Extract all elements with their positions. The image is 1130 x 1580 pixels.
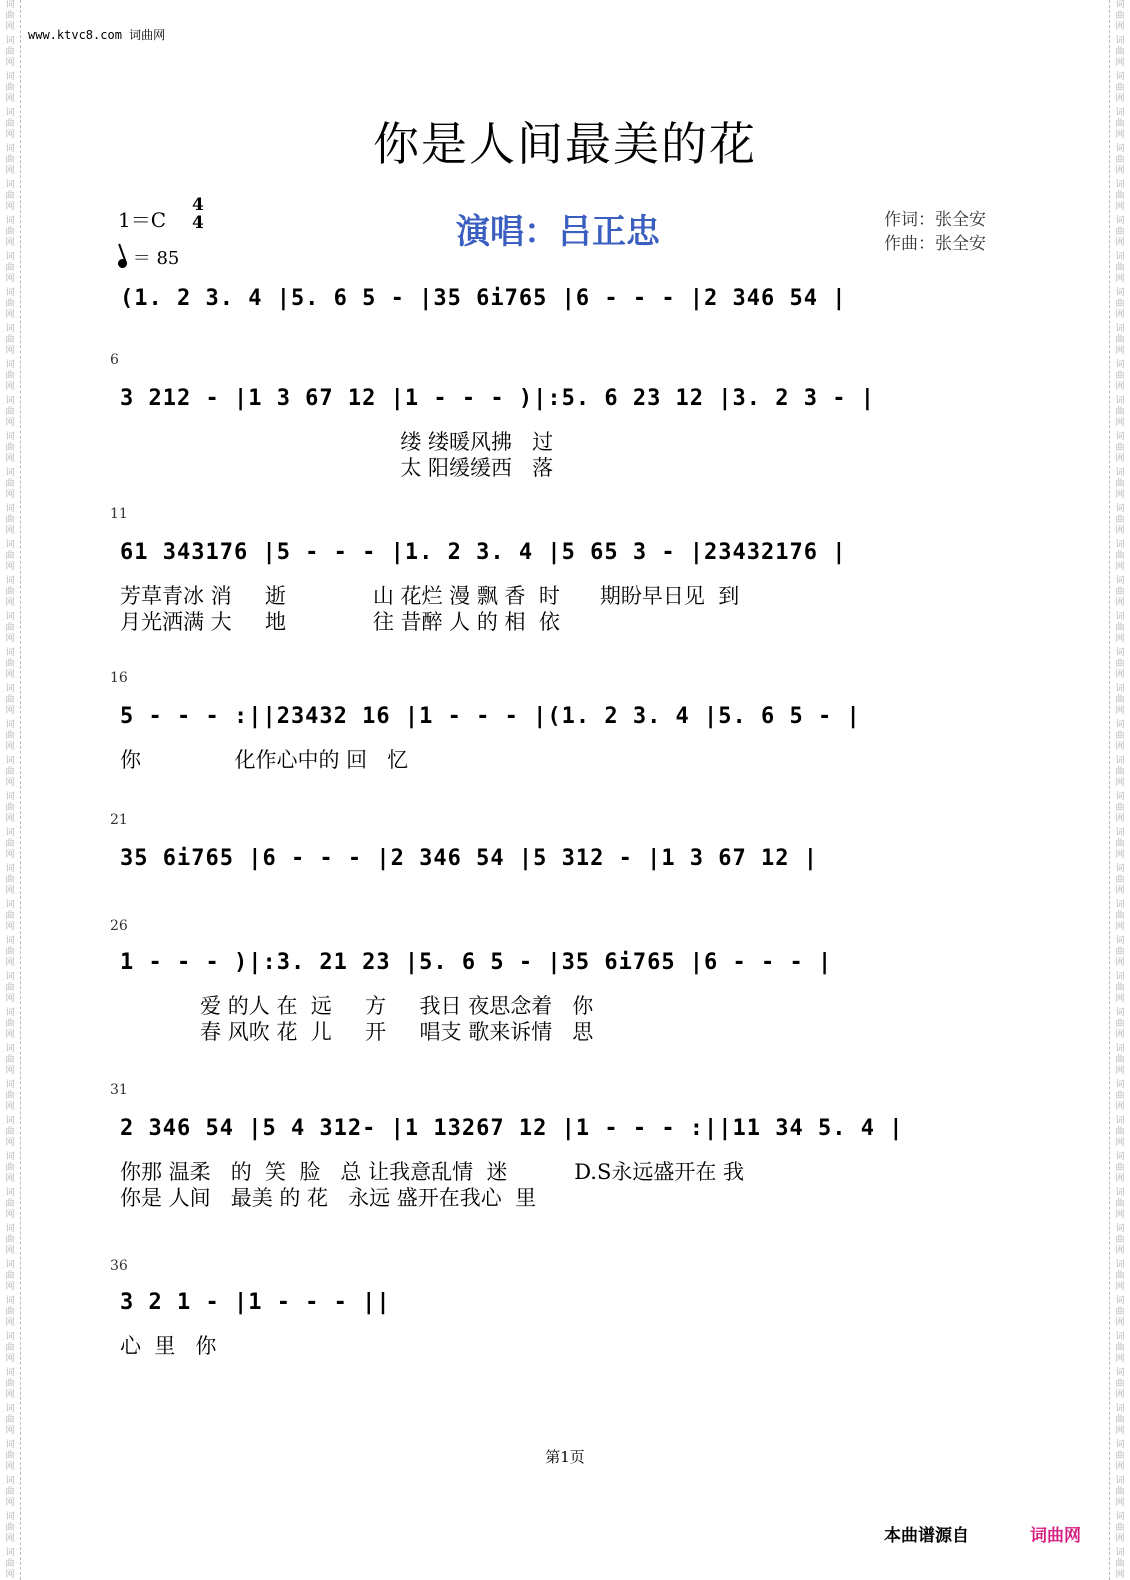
score-system	[110, 918, 1020, 1058]
score-system	[110, 812, 1020, 892]
notation-line: (1. 2 3. 4 |5. 6 5 - |35 6i765 |6 - - - |2 346 54 |	[120, 286, 847, 311]
source-site: 词曲网	[1030, 1526, 1081, 1546]
notation-line: 3 212 - |1 3 67 12 |1 - - - )|:5. 6 23 12 |3. 2 3 - |	[120, 386, 875, 411]
measure-number: 6	[110, 352, 119, 368]
notation-line: 1 - - - )|:3. 21 23 |5. 6 5 - |35 6i765 |6 - - - |	[120, 950, 833, 975]
time-bottom: 4	[192, 213, 204, 233]
page-number: 第1页	[545, 1448, 585, 1466]
measure-number: 16	[110, 670, 128, 686]
measure-number: 11	[110, 506, 128, 522]
left-watermark-strip	[0, 0, 21, 1580]
lyrics-verse-1: 缕 缕暖风拂 过	[120, 430, 554, 454]
time-top: 4	[192, 195, 204, 215]
singer: 演唱：吕正忠	[456, 212, 660, 252]
notation-line: 61 343176 |5 - - - |1. 2 3. 4 |5 65 3 - |23432176 |	[120, 540, 847, 565]
watermark-column: 词 曲 网 词 曲 网 词 曲 网 词 曲 网 词 曲 网 词 曲 网 词 曲 网 词 曲 网 词 曲 网 词 曲 网 词 曲 网 词 曲 网 词 曲 网 词 曲 网 词 曲 网 词 曲 网 词 曲 网 词 曲 网 词 曲 网 词 曲 网 词 曲 网 词 曲 网 词 曲 网 词 曲 网 词 曲 网 词 曲 网 词 曲 网 词 曲 网 词 曲 网 词 曲 网 词 曲 网 词 曲 网 词 曲 网 词 曲 网 词 曲 网 词 曲 网 词 曲 网 词 曲 网 词 曲 网 词 曲 网 词 曲 网 词 曲 网 词 曲 网 词 曲 网	[5, 0, 15, 1580]
tempo-marking	[118, 244, 179, 270]
lyrics-verse-2: 春 风吹 花 儿 开 唱支 歌来诉情 思	[120, 1020, 594, 1044]
notation-line: 3 2 1 - |1 - - - ||	[120, 1290, 391, 1315]
tempo-value: ＝ 85	[132, 248, 180, 269]
right-watermark-strip	[1109, 0, 1130, 1580]
lyrics-verse-2: 太 阳缓缓西 落	[120, 456, 554, 480]
lyricist: 作词：张全安	[884, 210, 986, 230]
score-system	[110, 270, 1020, 350]
quarter-note-icon	[117, 258, 129, 270]
key-signature: 1＝C	[118, 208, 167, 232]
measure-number: 36	[110, 1258, 128, 1274]
notation-line: 5 - - - :||23432 16 |1 - - - |(1. 2 3. 4 |5. 6 5 - |	[120, 704, 861, 729]
composer: 作曲：张全安	[884, 234, 986, 254]
notation-line: 35 6i765 |6 - - - |2 346 54 |5 312 - |1 3 67 12 |	[120, 846, 819, 871]
credits	[884, 208, 986, 256]
lyrics-verse-1: 爱 的人 在 远 方 我日 夜思念着 你	[120, 994, 594, 1018]
lyrics-verse-1: 心 里 你	[120, 1334, 217, 1358]
time-signature	[192, 196, 204, 232]
song-title: 你是人间最美的花	[373, 117, 757, 171]
measure-number: 21	[110, 812, 128, 828]
notation-line: 2 346 54 |5 4 312- |1 13267 12 |1 - - - :||11 34 5. 4 |	[120, 1116, 904, 1141]
lyrics-verse-2: 月光洒满 大 地 往 昔醉 人 的 相 依	[120, 610, 560, 634]
score-system	[110, 1082, 1020, 1222]
score-system	[110, 670, 1020, 780]
score-system	[110, 352, 1020, 492]
watermark-column: 词 曲 网 词 曲 网 词 曲 网 词 曲 网 词 曲 网 词 曲 网 词 曲 网 词 曲 网 词 曲 网 词 曲 网 词 曲 网 词 曲 网 词 曲 网 词 曲 网 词 曲 网 词 曲 网 词 曲 网 词 曲 网 词 曲 网 词 曲 网 词 曲 网 词 曲 网 词 曲 网 词 曲 网 词 曲 网 词 曲 网 词 曲 网 词 曲 网 词 曲 网 词 曲 网 词 曲 网 词 曲 网 词 曲 网 词 曲 网 词 曲 网 词 曲 网 词 曲 网 词 曲 网 词 曲 网 词 曲 网 词 曲 网 词 曲 网 词 曲 网 词 曲 网	[1115, 0, 1125, 1580]
site-url: www.ktvc8.com 词曲网	[28, 28, 166, 42]
lyrics-verse-1: 芳草青冰 消 逝 山 花烂 漫 飘 香 时 期盼早日见 到	[120, 584, 740, 608]
measure-number: 31	[110, 1082, 128, 1098]
score-system	[110, 1258, 1020, 1368]
score-system	[110, 506, 1020, 646]
source-label: 本曲谱源自	[884, 1526, 969, 1546]
lyrics-verse-1: 你那 温柔 的 笑 脸 总 让我意乱情 迷 D.S永远盛开在 我	[120, 1160, 745, 1184]
lyrics-verse-1: 你 化作心中的 回 忆	[120, 748, 409, 772]
lyrics-verse-2: 你是 人间 最美 的 花 永远 盛开在我心 里	[120, 1186, 537, 1210]
measure-number: 26	[110, 918, 128, 934]
